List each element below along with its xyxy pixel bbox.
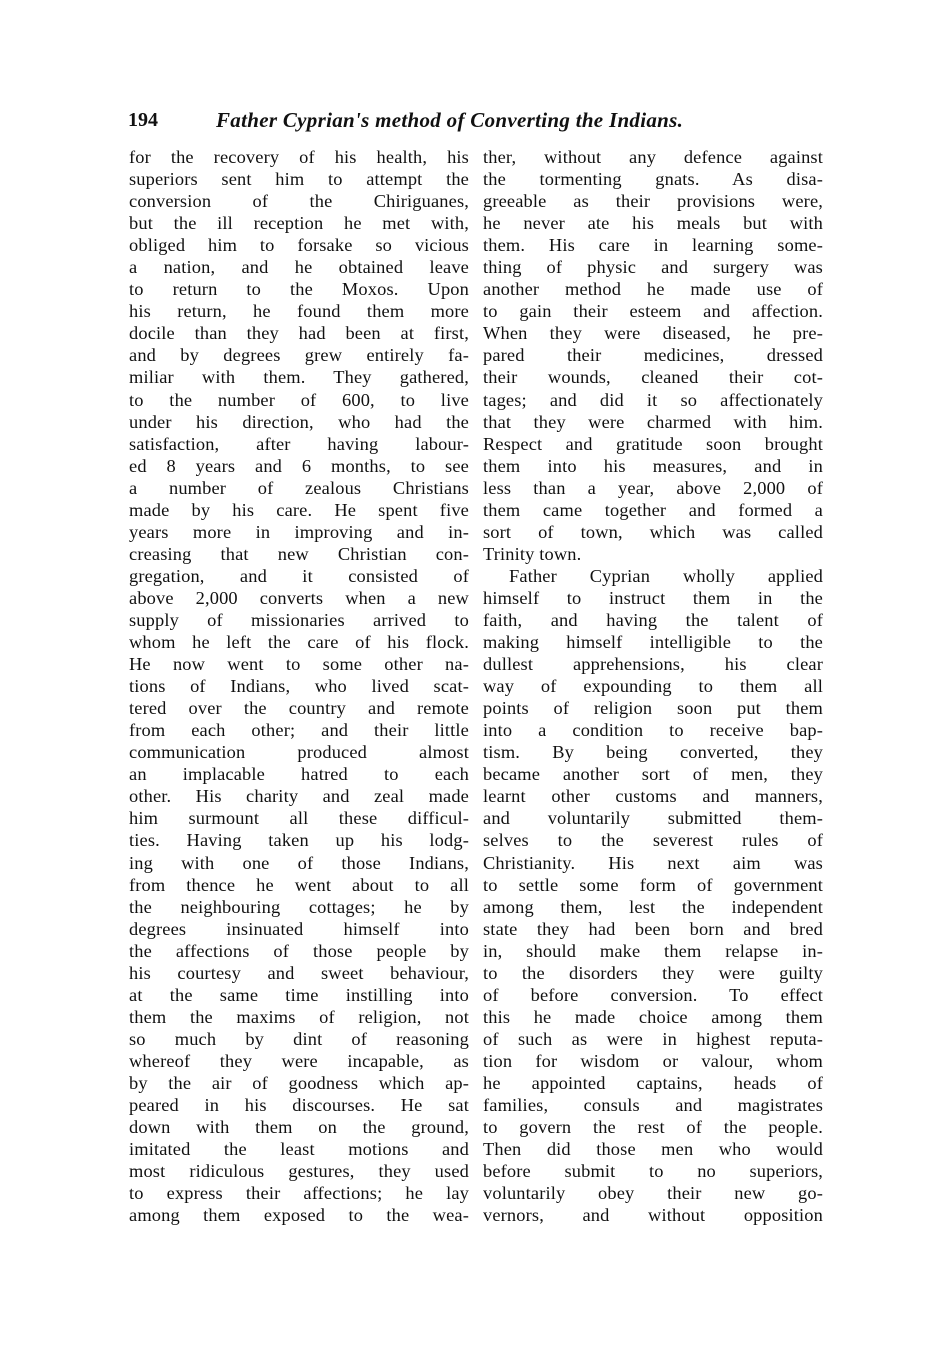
text-line: into a condition to receive bap-: [483, 720, 823, 741]
text-line: and voluntarily submitted them-: [483, 808, 823, 829]
text-line: to settle some form of government: [483, 874, 823, 895]
text-line: in, should make them relapse in-: [483, 940, 823, 961]
text-line: ed 8 years and 6 months, to see: [129, 455, 469, 476]
text-line: selves to the severest rules of: [483, 830, 823, 851]
text-line: and by degrees grew entirely fa-: [129, 345, 469, 366]
text-line: this he made choice among them: [483, 1006, 823, 1027]
text-line: degrees insinuated himself into: [129, 918, 469, 939]
text-line: for the recovery of his health, his: [129, 147, 469, 167]
text-line: Christianity. His next aim was: [483, 852, 823, 873]
text-line: the neighbouring cottages; he by: [129, 896, 469, 917]
text-line: most ridiculous gestures, they used: [129, 1161, 469, 1182]
text-line: Respect and gratitude soon brought: [483, 433, 823, 454]
text-line: himself to instruct them in the: [483, 587, 823, 608]
text-line: whom he left the care of his flock.: [129, 632, 469, 653]
text-line: creasing that new Christian con-: [129, 543, 469, 564]
text-line: Then did those men who would: [483, 1139, 823, 1160]
text-line: sort of town, which was called: [483, 521, 823, 542]
text-line: tered over the country and remote: [129, 698, 469, 719]
text-line: to express their affections; he lay: [129, 1183, 469, 1204]
text-line: his return, he found them more: [129, 301, 469, 322]
text-line: an implacable hatred to each: [129, 764, 469, 785]
text-line: supply of missionaries arrived to: [129, 609, 469, 630]
text-line: tion for wisdom or valour, whom: [483, 1050, 823, 1071]
text-line: superiors sent him to attempt the: [129, 169, 469, 190]
text-line: to the disorders they were guilty: [483, 962, 823, 983]
right-column: [483, 146, 823, 1226]
text-line: them into his measures, and in: [483, 455, 823, 476]
text-line: years more in improving and in-: [129, 521, 469, 542]
text-line: families, consuls and magistrates: [483, 1095, 823, 1116]
text-line: making himself intelligible to the: [483, 632, 823, 653]
text-line: but the ill reception he met with,: [129, 213, 469, 234]
text-line: gregation, and it consisted of: [129, 565, 469, 586]
text-line: to the number of 600, to live: [129, 389, 469, 410]
text-line: their wounds, cleaned their cot-: [483, 367, 823, 388]
text-line: a nation, and he obtained leave: [129, 257, 469, 278]
text-line: above 2,000 converts when a new: [129, 587, 469, 608]
text-line: greeable as their provisions were,: [483, 191, 823, 212]
text-line: before submit to no superiors,: [483, 1161, 823, 1182]
text-line: he never ate his meals but with: [483, 213, 823, 234]
text-line: whereof they were incapable, as: [129, 1050, 469, 1071]
text-line: them came together and formed a: [483, 499, 823, 520]
text-line: docile than they had been at first,: [129, 323, 469, 344]
page-number: 194: [128, 109, 158, 131]
left-column: [129, 146, 469, 1226]
text-line: obliged him to forsake so vicious: [129, 235, 469, 256]
text-line: so much by dint of reasoning: [129, 1028, 469, 1049]
text-line: him surmount all these difficul-: [129, 808, 469, 829]
text-line: tism. By being converted, they: [483, 742, 823, 763]
text-line: made by his care. He spent five: [129, 499, 469, 520]
text-line: to govern the rest of the people.: [483, 1117, 823, 1138]
text-line: When they were diseased, he pre-: [483, 323, 823, 344]
text-line: among them exposed to the wea-: [129, 1205, 469, 1226]
text-line: miliar with them. They gathered,: [129, 367, 469, 388]
text-line: conversion of the Chiriguanes,: [129, 191, 469, 212]
text-line: from thence he went about to all: [129, 874, 469, 895]
text-line: imitated the least motions and: [129, 1139, 469, 1160]
text-line: thing of physic and surgery was: [483, 257, 823, 278]
text-line: state they had been born and bred: [483, 918, 823, 939]
text-line: pared their medicines, dressed: [483, 345, 823, 366]
text-line: under his direction, who had the: [129, 411, 469, 432]
text-line: at the same time instilling into: [129, 984, 469, 1005]
text-line: by the air of goodness which ap-: [129, 1072, 469, 1093]
text-line: vernors, and without opposition: [483, 1205, 823, 1226]
text-line: satisfaction, after having labour-: [129, 433, 469, 454]
text-line: dullest apprehensions, his clear: [483, 654, 823, 675]
text-line: he appointed captains, heads of: [483, 1072, 823, 1093]
text-line: tages; and did it so affectionately: [483, 389, 823, 410]
text-line: faith, and having the talent of: [483, 609, 823, 630]
text-line: them. His care in learning some-: [483, 235, 823, 256]
text-line: other. His charity and zeal made: [129, 786, 469, 807]
text-line: way of expounding to them all: [483, 676, 823, 697]
text-line: ties. Having taken up his lodg-: [129, 830, 469, 851]
running-title: Father Cyprian's method of Converting the Indians.: [216, 108, 684, 132]
text-line: that they were charmed with him.: [483, 411, 823, 432]
text-line: points of religion soon put them: [483, 698, 823, 719]
text-line: to return to the Moxos. Upon: [129, 279, 469, 300]
text-line: became another sort of men, they: [483, 764, 823, 785]
text-line: ing with one of those Indians,: [129, 852, 469, 873]
text-line: of before conversion. To effect: [483, 984, 823, 1005]
text-line: from each other; and their little: [129, 720, 469, 741]
text-line: to gain their esteem and affection.: [483, 301, 823, 322]
text-line: tions of Indians, who lived scat-: [129, 676, 469, 697]
text-line: ther, without any defence against: [483, 147, 823, 167]
text-line: them the maxims of religion, not: [129, 1006, 469, 1027]
text-line: voluntarily obey their new go-: [483, 1183, 823, 1204]
text-line: a number of zealous Christians: [129, 477, 469, 498]
paragraph-first-line: Father Cyprian wholly applied: [509, 565, 823, 586]
text-line: another method he made use of: [483, 279, 823, 300]
text-line: his courtesy and sweet behaviour,: [129, 962, 469, 983]
text-line: of such as were in highest reputa-: [483, 1028, 823, 1049]
text-line: the affections of those people by: [129, 940, 469, 961]
text-line: the tormenting gnats. As disa-: [483, 169, 823, 190]
text-line: He now went to some other na-: [129, 654, 469, 675]
text-line: less than a year, above 2,000 of: [483, 477, 823, 498]
text-line: peared in his discourses. He sat: [129, 1095, 469, 1116]
text-line: down with them on the ground,: [129, 1117, 469, 1138]
text-line: learnt other customs and manners,: [483, 786, 823, 807]
text-line: among them, lest the independent: [483, 896, 823, 917]
running-head: [128, 106, 828, 134]
text-line: Trinity town.: [483, 543, 582, 564]
text-line: communication produced almost: [129, 742, 469, 763]
